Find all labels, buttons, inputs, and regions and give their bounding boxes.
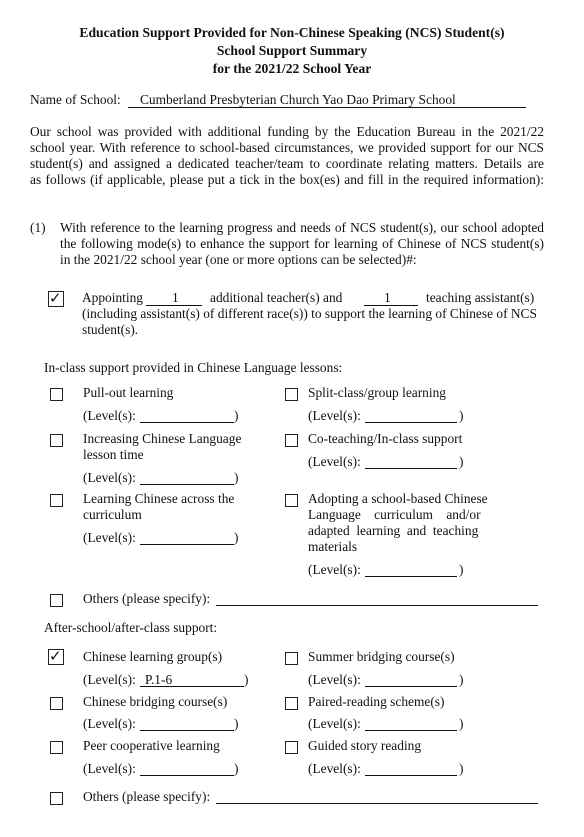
school-based-level-label: (Level(s): xyxy=(308,562,361,577)
peer-cooperative-checkbox[interactable] xyxy=(50,741,63,754)
split-class-label: Split-class/group learning xyxy=(308,385,446,400)
school-based-label-3: adapted learning and teaching xyxy=(308,523,479,538)
across-curriculum-checkbox[interactable] xyxy=(50,494,63,507)
bridging-course-checkbox[interactable] xyxy=(50,697,63,710)
increasing-time-level-input[interactable] xyxy=(140,484,234,485)
summer-bridging-label: Summer bridging course(s) xyxy=(308,649,455,664)
chinese-learning-group-level-close: ) xyxy=(244,672,249,687)
summer-bridging-level-input[interactable] xyxy=(365,686,457,687)
ta-count-value: 1 xyxy=(384,290,391,305)
paired-reading-label: Paired-reading scheme(s) xyxy=(308,694,445,709)
across-curriculum-label: Learning Chinese across the xyxy=(83,491,235,506)
school-based-level-input[interactable] xyxy=(365,576,457,577)
split-class-level-label: (Level(s): xyxy=(308,408,361,423)
co-teaching-label: Co-teaching/In-class support xyxy=(308,431,463,446)
chinese-learning-group-level-value: P.1-6 xyxy=(145,672,173,687)
co-teaching-checkbox[interactable] xyxy=(285,434,298,447)
paired-reading-level-input[interactable] xyxy=(365,730,457,731)
appointing-line-3: student(s). xyxy=(82,322,139,337)
pull-out-level-input[interactable] xyxy=(140,422,234,423)
afterschool-heading: After-school/after-class support: xyxy=(44,620,218,635)
appointing-checkbox[interactable] xyxy=(48,291,64,307)
intro-line-2: school year. With reference to school-based circumstances, we provided support for our NCS xyxy=(30,140,544,155)
intro-line-1: Our school was provided with additional funding by the Education Bureau in the 2021/22 xyxy=(30,124,544,139)
inclass-others-input[interactable] xyxy=(216,605,538,606)
pull-out-checkbox[interactable] xyxy=(50,388,63,401)
guided-story-level-label: (Level(s): xyxy=(308,761,361,776)
afterschool-others-checkbox[interactable] xyxy=(50,792,63,805)
afterschool-others-label: Others (please specify): xyxy=(83,789,211,804)
peer-cooperative-level-label: (Level(s): xyxy=(83,761,136,776)
bridging-course-level-input[interactable] xyxy=(140,730,234,731)
doc-title-line3: for the 2021/22 School Year xyxy=(212,61,372,76)
increasing-time-label-2: lesson time xyxy=(83,447,144,462)
check-mark-icon: ✓ xyxy=(49,289,62,307)
peer-cooperative-label: Peer cooperative learning xyxy=(83,738,220,753)
appointing-word: Appointing xyxy=(82,290,144,305)
guided-story-label: Guided story reading xyxy=(308,738,422,753)
increasing-time-level-label: (Level(s): xyxy=(83,470,136,485)
intro-line-3: student(s) and assigned a dedicated teacher/team to coordinate relating matters. Details are xyxy=(30,156,544,171)
appointing-line-2: (including assistant(s) of different race(s)) to support the learning of Chinese of NCS xyxy=(82,306,537,321)
chinese-learning-group-label: Chinese learning group(s) xyxy=(83,649,223,664)
afterschool-others-input[interactable] xyxy=(216,803,538,804)
school-based-label-4: materials xyxy=(308,539,358,554)
pull-out-level-close: ) xyxy=(234,408,239,423)
increasing-time-level-close: ) xyxy=(234,470,239,485)
bridging-course-level-label: (Level(s): xyxy=(83,716,136,731)
chinese-learning-group-checkbox[interactable] xyxy=(48,649,64,665)
summer-bridging-checkbox[interactable] xyxy=(285,652,298,665)
guided-story-level-close: ) xyxy=(459,761,464,776)
split-class-level-close: ) xyxy=(459,408,464,423)
school-based-label-2: Language curriculum and/or xyxy=(308,507,481,522)
inclass-others-label: Others (please specify): xyxy=(83,591,211,606)
question-line-3: in the 2021/22 school year (one or more options can be selected)#: xyxy=(60,252,417,267)
appointing-mid-text: additional teacher(s) and xyxy=(210,290,343,305)
school-name-value: Cumberland Presbyterian Church Yao Dao Primary School xyxy=(140,92,456,107)
question-line-2: the following mode(s) to enhance the support for learning of Chinese of NCS student(s) xyxy=(60,236,544,251)
co-teaching-level-close: ) xyxy=(459,454,464,469)
question-number: (1) xyxy=(30,220,46,235)
paired-reading-checkbox[interactable] xyxy=(285,697,298,710)
school-based-level-close: ) xyxy=(459,562,464,577)
split-class-checkbox[interactable] xyxy=(285,388,298,401)
inclass-heading: In-class support provided in Chinese Language lessons: xyxy=(44,360,343,375)
question-line-1: With reference to the learning progress and needs of NCS student(s), our school adopted xyxy=(60,220,544,235)
bridging-course-label: Chinese bridging course(s) xyxy=(83,694,228,709)
doc-title-line2: School Support Summary xyxy=(216,43,368,58)
chinese-learning-group-level-label: (Level(s): xyxy=(83,672,136,687)
across-curriculum-level-input[interactable] xyxy=(140,544,234,545)
increasing-time-label: Increasing Chinese Language xyxy=(83,431,242,446)
school-based-curriculum-checkbox[interactable] xyxy=(285,494,298,507)
school-name-label: Name of School: xyxy=(30,92,121,107)
across-curriculum-label-2: curriculum xyxy=(83,507,142,522)
appointing-end-text: teaching assistant(s) xyxy=(426,290,535,305)
check-mark-icon: ✓ xyxy=(49,647,62,665)
guided-story-level-input[interactable] xyxy=(365,775,457,776)
inclass-others-checkbox[interactable] xyxy=(50,594,63,607)
paired-reading-level-close: ) xyxy=(459,716,464,731)
intro-line-4: as follows (if applicable, please put a tick in the box(es) and fill in the required information): xyxy=(30,172,544,187)
split-class-level-input[interactable] xyxy=(365,422,457,423)
pull-out-level-label: (Level(s): xyxy=(83,408,136,423)
school-based-label-1: Adopting a school-based Chinese xyxy=(308,491,488,506)
increasing-time-checkbox[interactable] xyxy=(50,434,63,447)
across-curriculum-level-close: ) xyxy=(234,530,239,545)
co-teaching-level-label: (Level(s): xyxy=(308,454,361,469)
peer-cooperative-level-input[interactable] xyxy=(140,775,234,776)
pull-out-label: Pull-out learning xyxy=(83,385,174,400)
co-teaching-level-input[interactable] xyxy=(365,468,457,469)
guided-story-checkbox[interactable] xyxy=(285,741,298,754)
teacher-count-value: 1 xyxy=(172,290,179,305)
summer-bridging-level-label: (Level(s): xyxy=(308,672,361,687)
across-curriculum-level-label: (Level(s): xyxy=(83,530,136,545)
bridging-course-level-close: ) xyxy=(234,716,239,731)
paired-reading-level-label: (Level(s): xyxy=(308,716,361,731)
summer-bridging-level-close: ) xyxy=(459,672,464,687)
doc-title-line1: Education Support Provided for Non-Chinese Speaking (NCS) Student(s) xyxy=(79,25,505,40)
peer-cooperative-level-close: ) xyxy=(234,761,239,776)
